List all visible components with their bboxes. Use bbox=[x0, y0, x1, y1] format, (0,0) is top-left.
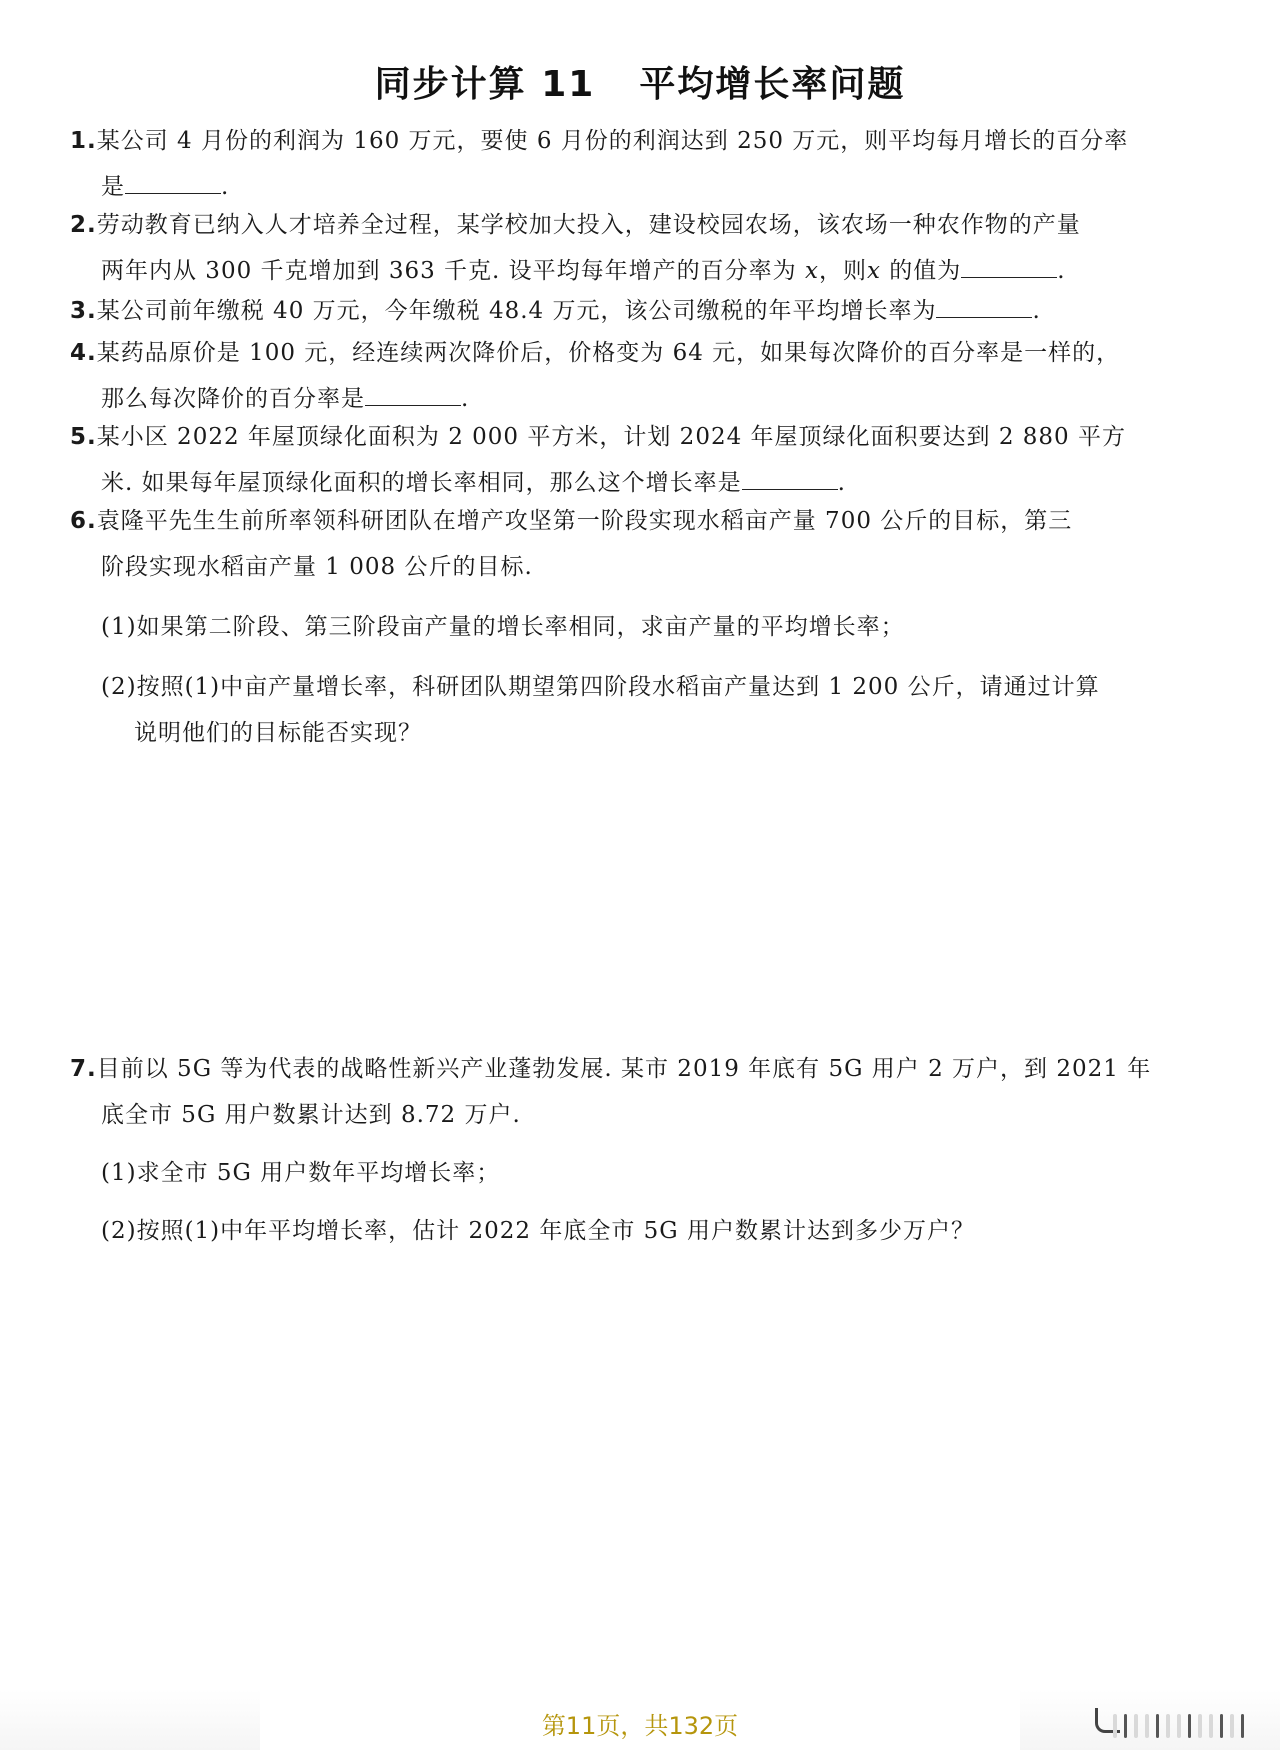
sub-question-2: (2)按照(1)中亩产量增长率，科研团队期望第四阶段水稻亩产量达到 1 200 公斤，请通过计算 bbox=[101, 674, 1100, 700]
variable-x: x bbox=[804, 258, 819, 284]
question-text: 目前以 5G 等为代表的战略性新兴产业蓬勃发展. 某市 2019 年底有 5G 用户 2 万户，到 2021 年 bbox=[96, 1056, 1152, 1082]
question-text: 阶段实现水稻亩产量 1 008 公斤的目标. bbox=[101, 554, 533, 580]
period: . bbox=[221, 174, 230, 200]
scan-marks-icon bbox=[1113, 1712, 1244, 1738]
question-text: 底全市 5G 用户数累计达到 8.72 万户. bbox=[101, 1102, 521, 1128]
question-text: 某公司前年缴税 40 万元，今年缴税 48.4 万元，该公司缴税的年平均增长率为 bbox=[96, 298, 937, 324]
question-text: 某公司 4 月份的利润为 160 万元，要使 6 月份的利润达到 250 万元，则平均每月增长的百分率 bbox=[96, 128, 1129, 154]
answer-blank[interactable] bbox=[125, 167, 221, 194]
title-main: 同步计算 11 bbox=[374, 64, 596, 105]
answer-blank[interactable] bbox=[742, 463, 838, 490]
question-7 bbox=[70, 1046, 1210, 1254]
question-text: 袁隆平先生生前所率领科研团队在增产攻坚第一阶段实现水稻亩产量 700 公斤的目标，第三 bbox=[96, 508, 1073, 534]
question-6 bbox=[70, 498, 1210, 756]
page-title bbox=[0, 56, 1280, 107]
period: . bbox=[837, 470, 846, 496]
question-number: 4. bbox=[70, 340, 97, 366]
answer-blank[interactable] bbox=[365, 379, 461, 406]
question-number: 7. bbox=[70, 1056, 97, 1082]
title-sub: 平均增长率问题 bbox=[639, 64, 906, 105]
sub-question-2: (2)按照(1)中年平均增长率，估计 2022 年底全市 5G 用户数累计达到多少万户？ bbox=[101, 1218, 975, 1244]
sub-question-1: (1)求全市 5G 用户数年平均增长率； bbox=[101, 1160, 501, 1186]
period: . bbox=[461, 386, 470, 412]
question-2 bbox=[70, 202, 1210, 294]
question-number: 6. bbox=[70, 508, 97, 534]
question-text: 米. 如果每年屋顶绿化面积的增长率相同，那么这个增长率是 bbox=[101, 470, 742, 496]
question-number: 2. bbox=[70, 212, 97, 238]
question-5 bbox=[70, 414, 1210, 506]
question-text: 某药品原价是 100 元，经连续两次降价后，价格变为 64 元，如果每次降价的百分率是一样的， bbox=[96, 340, 1121, 366]
question-text: 两年内从 300 千克增加到 363 千克. 设平均每年增产的百分率为 bbox=[101, 258, 797, 284]
question-text: 的值为 bbox=[889, 258, 962, 284]
sub-question-2-cont: 说明他们的目标能否实现？ bbox=[134, 720, 422, 746]
question-number: 1. bbox=[70, 128, 97, 154]
question-number: 5. bbox=[70, 424, 97, 450]
question-text: 是 bbox=[101, 174, 125, 200]
question-text: 那么每次降价的百分率是 bbox=[101, 386, 365, 412]
question-text: ，则 bbox=[818, 258, 867, 284]
question-1 bbox=[70, 118, 1210, 210]
period: . bbox=[1057, 258, 1066, 284]
question-3 bbox=[70, 288, 1210, 334]
sub-question-1: (1)如果第二阶段、第三阶段亩产量的增长率相同，求亩产量的平均增长率； bbox=[101, 614, 905, 640]
period: . bbox=[1032, 298, 1041, 324]
question-text: 某小区 2022 年屋顶绿化面积为 2 000 平方米，计划 2024 年屋顶绿化面积要达到 2 880 平方 bbox=[96, 424, 1126, 450]
answer-blank[interactable] bbox=[936, 291, 1032, 318]
answer-blank[interactable] bbox=[961, 251, 1057, 278]
question-text: 劳动教育已纳入人才培养全过程，某学校加大投入，建设校园农场，该农场一种农作物的产量 bbox=[96, 212, 1081, 238]
page-number: 第11页，共132页 bbox=[541, 1712, 739, 1740]
question-number: 3. bbox=[70, 298, 97, 324]
variable-x: x bbox=[866, 258, 881, 284]
question-4 bbox=[70, 330, 1210, 422]
